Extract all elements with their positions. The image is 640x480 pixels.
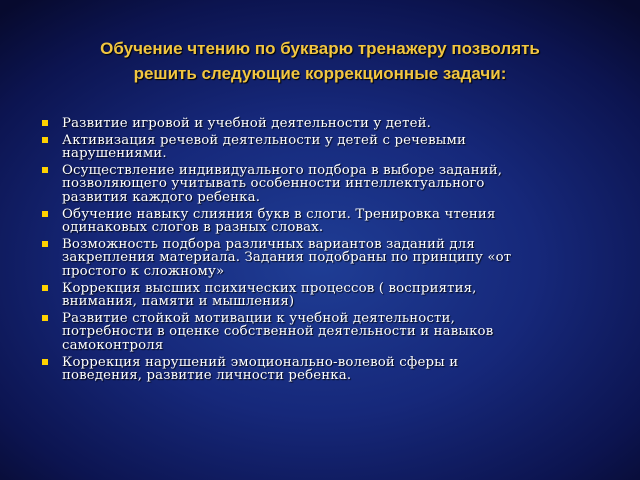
bullet-item <box>42 164 602 205</box>
slide-title-line-2: решить следующие коррекционные задачи: <box>133 64 507 83</box>
square-bullet-icon <box>42 120 48 126</box>
bullet-line: Возможность подбора различных вариантов заданий для <box>62 236 475 252</box>
bullet-line: Коррекция нарушений эмоционально-волевой сферы и <box>62 354 459 370</box>
square-bullet-icon <box>42 241 48 247</box>
square-bullet-icon <box>42 167 48 173</box>
bullet-line: Активизация речевой деятельности у детей с речевыми <box>62 132 466 148</box>
bullet-line: закрепления материала. Задания подобраны по принципу «от <box>62 250 512 266</box>
slide-title <box>40 36 600 86</box>
square-bullet-icon <box>42 137 48 143</box>
bullet-line: Развитие игровой и учебной деятельности у детей. <box>62 116 431 131</box>
bullet-item <box>42 134 602 161</box>
bullet-line: Обучение навыку слияния букв в слоги. Тренировка чтения <box>62 206 496 222</box>
bullet-line: одинаковых слогов в разных словах. <box>62 220 324 236</box>
bullet-item <box>42 208 602 235</box>
bullet-item <box>42 312 602 353</box>
bullet-list <box>42 117 602 386</box>
bullet-line: простого к сложному» <box>62 263 225 279</box>
square-bullet-icon <box>42 359 48 365</box>
bullet-item <box>42 238 602 279</box>
bullet-item <box>42 117 602 131</box>
square-bullet-icon <box>42 211 48 217</box>
bullet-line: развития каждого ребенка. <box>62 189 261 205</box>
bullet-line: Осуществление индивидуального подбора в выборе заданий, <box>62 162 503 178</box>
square-bullet-icon <box>42 285 48 291</box>
bullet-item <box>42 282 602 309</box>
bullet-line: Коррекция высших психических процессов ( восприятия, <box>62 280 477 296</box>
bullet-item <box>42 356 602 383</box>
bullet-line: внимания, памяти и мышления) <box>62 294 295 310</box>
square-bullet-icon <box>42 315 48 321</box>
bullet-line: потребности в оценке собственной деятельности и навыков <box>62 324 494 340</box>
bullet-line: нарушениями. <box>62 146 167 162</box>
bullet-line: Развитие стойкой мотивации к учебной деятельности, <box>62 310 455 326</box>
bullet-line: самоконтроля <box>62 337 164 353</box>
bullet-line: позволяющего учитывать особенности интеллектуального <box>62 176 485 192</box>
slide-title-line-1: Обучение чтению по букварю тренажеру позволять <box>100 39 540 58</box>
bullet-line: поведения, развитие личности ребенка. <box>62 368 352 384</box>
